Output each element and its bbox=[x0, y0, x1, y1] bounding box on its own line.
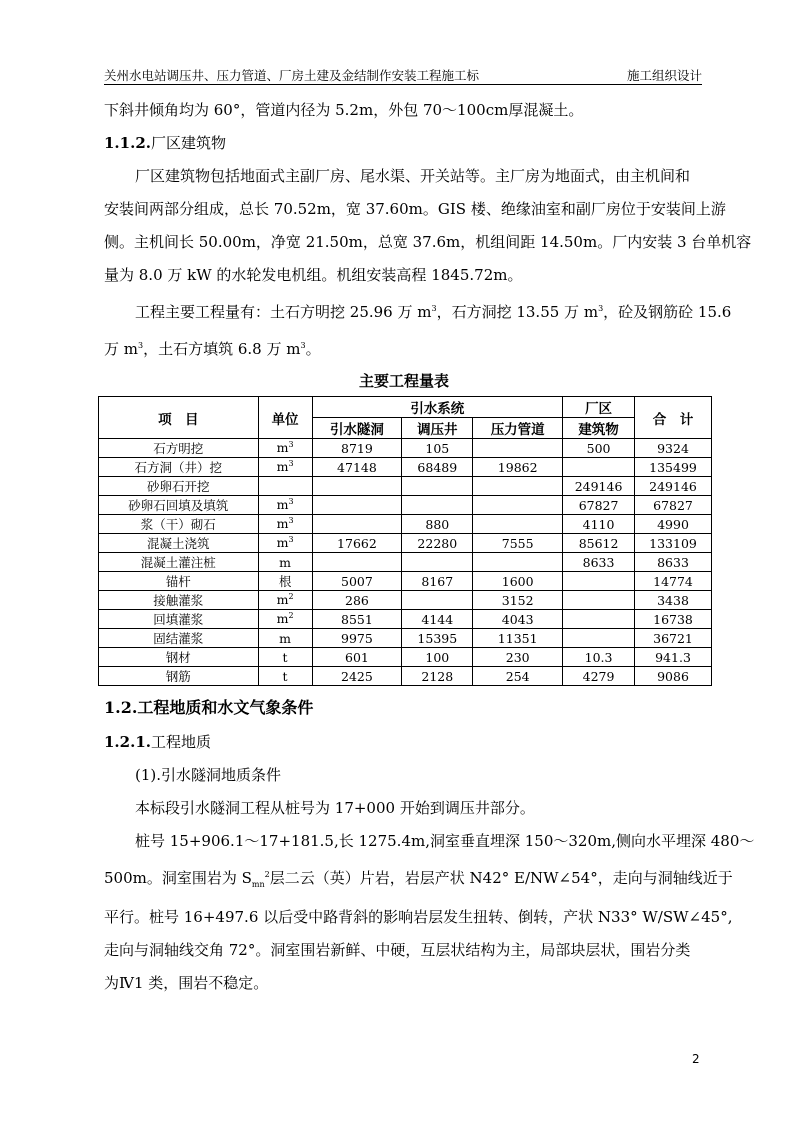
cell-text: 22280 bbox=[417, 535, 458, 551]
table-cell-item bbox=[99, 496, 259, 515]
cell-text: 8633 bbox=[582, 554, 615, 570]
table-cell-tunnel bbox=[312, 553, 402, 572]
table-cell-pipe bbox=[473, 534, 563, 553]
cell-text: m bbox=[276, 535, 289, 551]
cell-text: 10.3 bbox=[584, 649, 613, 665]
table-cell-unit bbox=[258, 477, 312, 496]
cell-text: 85612 bbox=[578, 535, 619, 551]
paragraph-line: 走向与洞轴线交角 72°。洞室围岩新鲜、中硬，互层状结构为主，局部块层状，围岩分类 bbox=[104, 941, 691, 959]
cell-text: 9975 bbox=[341, 630, 373, 646]
table-row bbox=[99, 648, 712, 667]
table-cell-surge bbox=[402, 591, 473, 610]
section-number: 1.1.2. bbox=[104, 134, 151, 152]
table-cell-pipe bbox=[473, 648, 563, 667]
cell-text: 固结灌浆 bbox=[153, 631, 204, 646]
paragraph-line: 厂区建筑物包括地面式主副厂房、尾水渠、开关站等。主厂房为地面式，由主机间和 bbox=[135, 167, 691, 185]
table-cell-pipe bbox=[473, 667, 563, 686]
cell-text: t bbox=[282, 649, 288, 665]
table-cell-item bbox=[99, 629, 259, 648]
table-cell-unit bbox=[258, 515, 312, 534]
table-cell-pipe bbox=[473, 553, 563, 572]
cell-text: 石方明挖 bbox=[153, 441, 204, 456]
header-pipe: 压力管道 bbox=[473, 418, 563, 439]
cell-text: 880 bbox=[425, 516, 450, 532]
section-heading-1-2: 1.2.工程地质和水文气象条件 bbox=[104, 698, 314, 717]
paragraph-geology-detail bbox=[104, 825, 755, 1000]
table-cell-total bbox=[635, 515, 712, 534]
header-unit: 单位 bbox=[258, 397, 312, 439]
text-run: 工程主要工程量有：土石方明挖 25.96 万 m bbox=[135, 303, 432, 321]
table-cell-plant bbox=[563, 477, 635, 496]
table-cell-plant bbox=[563, 439, 635, 458]
cell-text: 8719 bbox=[341, 440, 373, 456]
table-cell-tunnel bbox=[312, 591, 402, 610]
cell-text: 14774 bbox=[653, 573, 693, 589]
cell-text: 47148 bbox=[337, 459, 377, 475]
table-cell-surge bbox=[402, 667, 473, 686]
cell-text: 500 bbox=[586, 440, 611, 456]
table-cell-tunnel bbox=[312, 439, 402, 458]
paragraph-line bbox=[104, 858, 733, 901]
cell-text: m bbox=[276, 516, 289, 532]
table-body bbox=[99, 439, 712, 686]
section-heading-1-2-1 bbox=[104, 726, 704, 759]
table-cell-plant bbox=[563, 648, 635, 667]
table-cell-total bbox=[635, 477, 712, 496]
cell-text: 135499 bbox=[649, 459, 697, 475]
table-cell-unit bbox=[258, 553, 312, 572]
header-water-system: 引水系统 bbox=[312, 397, 563, 418]
table-cell-pipe bbox=[473, 458, 563, 477]
cell-text: 286 bbox=[345, 592, 369, 608]
cell-text: 4279 bbox=[582, 668, 615, 684]
table-cell-total bbox=[635, 534, 712, 553]
table-title: 主要工程量表 bbox=[358, 372, 449, 390]
header-project-title: 关州水电站调压井、压力管道、厂房土建及金结制作安装工程施工标 bbox=[104, 68, 480, 83]
table-row bbox=[99, 667, 712, 686]
table-cell-surge bbox=[402, 458, 473, 477]
table-cell-unit bbox=[258, 458, 312, 477]
table-cell-surge bbox=[402, 496, 473, 515]
cell-text: 1600 bbox=[501, 573, 534, 589]
cell-text: 石方洞（井）挖 bbox=[134, 460, 223, 475]
cell-text: 钢材 bbox=[165, 650, 191, 665]
table-cell-plant bbox=[563, 591, 635, 610]
table-cell-pipe bbox=[473, 496, 563, 515]
cell-text: 4144 bbox=[421, 611, 454, 627]
header-doc-type: 施工组织设计 bbox=[626, 68, 702, 83]
table-cell-item bbox=[99, 534, 259, 553]
text-run: 万 m bbox=[104, 340, 138, 358]
cell-text: 68489 bbox=[417, 459, 458, 475]
table-row bbox=[99, 572, 712, 591]
table-cell-pipe bbox=[473, 610, 563, 629]
cell-text: 36721 bbox=[653, 630, 693, 646]
header-plant-bottom: 建筑物 bbox=[563, 418, 635, 439]
paragraph-line: 安装间两部分组成，总长 70.52m，宽 37.60m。GIS 楼、绝缘油室和副厂房位于安装间上游 bbox=[104, 200, 726, 218]
subheading-tunnel-geology: (1).引水隧洞地质条件 bbox=[135, 766, 282, 784]
cell-text: 941.3 bbox=[655, 649, 691, 665]
table-cell-total bbox=[635, 439, 712, 458]
table-cell-unit bbox=[258, 591, 312, 610]
table-cell-total bbox=[635, 629, 712, 648]
cell-text: 15395 bbox=[417, 630, 458, 646]
table-cell-plant bbox=[563, 458, 635, 477]
cell-text: 8633 bbox=[657, 554, 689, 570]
text-run: 。 bbox=[305, 340, 321, 358]
table-cell-plant bbox=[563, 534, 635, 553]
paragraph-line bbox=[104, 292, 732, 329]
table-cell-surge bbox=[402, 477, 473, 496]
table-cell-item bbox=[99, 477, 259, 496]
table-cell-surge bbox=[402, 610, 473, 629]
cell-text: 9324 bbox=[657, 440, 689, 456]
cell-text: 254 bbox=[505, 668, 530, 684]
table-cell-surge bbox=[402, 553, 473, 572]
table-cell-unit bbox=[258, 629, 312, 648]
unit-superscript: 2 bbox=[288, 611, 294, 621]
cell-text: 8551 bbox=[341, 611, 373, 627]
table-cell-total bbox=[635, 648, 712, 667]
unit-superscript: 3 bbox=[288, 459, 294, 469]
table-row bbox=[99, 610, 712, 629]
cell-text: 105 bbox=[425, 440, 450, 456]
superscript: 3 bbox=[431, 304, 437, 313]
cell-text: m bbox=[276, 440, 289, 456]
table-row bbox=[99, 629, 712, 648]
cell-text: 钢筋 bbox=[165, 669, 191, 684]
table-cell-item bbox=[99, 610, 259, 629]
table-cell-plant bbox=[563, 553, 635, 572]
cell-text: 249146 bbox=[649, 478, 697, 494]
section-title: 厂区建筑物 bbox=[150, 134, 226, 152]
table-cell-total bbox=[635, 496, 712, 515]
cell-text: 砂卵石开挖 bbox=[147, 479, 210, 494]
cell-text: 11351 bbox=[497, 630, 538, 646]
paragraph-scope: 本标段引水隧洞工程从桩号为 17+000 开始到调压井部分。 bbox=[135, 799, 535, 817]
table-cell-unit bbox=[258, 534, 312, 553]
cell-text: 230 bbox=[505, 649, 530, 665]
table-cell-tunnel bbox=[312, 534, 402, 553]
table-cell-plant bbox=[563, 515, 635, 534]
cell-text: 100 bbox=[425, 649, 450, 665]
cell-text: 16738 bbox=[653, 611, 693, 627]
table-cell-item bbox=[99, 648, 259, 667]
table-cell-plant bbox=[563, 629, 635, 648]
table-cell-unit bbox=[258, 572, 312, 591]
table-cell-unit bbox=[258, 667, 312, 686]
table-cell-surge bbox=[402, 515, 473, 534]
cell-text: 3152 bbox=[501, 592, 534, 608]
table-cell-total bbox=[635, 458, 712, 477]
table-row bbox=[99, 439, 712, 458]
table-row bbox=[99, 458, 712, 477]
table-cell-total bbox=[635, 591, 712, 610]
table-cell-item bbox=[99, 572, 259, 591]
table-cell-pipe bbox=[473, 591, 563, 610]
subscript: mn bbox=[251, 880, 265, 889]
table-cell-plant bbox=[563, 610, 635, 629]
table-cell-surge bbox=[402, 572, 473, 591]
section-number: 1.2.1. bbox=[104, 733, 151, 751]
cell-text: m bbox=[276, 459, 289, 475]
paragraph-quantities bbox=[104, 292, 732, 366]
quantities-table bbox=[98, 396, 712, 686]
paragraph-pipe-angle: 下斜井倾角均为 60°，管道内径为 5.2m，外包 70～100cm厚混凝土。 bbox=[104, 101, 584, 119]
text-run: ，砼及钢筋砼 15.6 bbox=[603, 303, 732, 321]
cell-text: 67827 bbox=[578, 497, 619, 513]
paragraph-line bbox=[104, 329, 704, 366]
table-cell-tunnel bbox=[312, 610, 402, 629]
text-run: 层二云（英）片岩，岩层产状 N42° E/NW∠54°，走向与洞轴线近于 bbox=[269, 869, 733, 887]
table-cell-tunnel bbox=[312, 629, 402, 648]
table-cell-pipe bbox=[473, 439, 563, 458]
table-cell-tunnel bbox=[312, 477, 402, 496]
page-content bbox=[104, 94, 755, 1000]
table-cell-surge bbox=[402, 648, 473, 667]
cell-text: 8167 bbox=[421, 573, 454, 589]
text-run: 500m。洞室围岩为 S bbox=[104, 869, 252, 887]
unit-superscript: 3 bbox=[288, 497, 294, 507]
table-cell-unit bbox=[258, 648, 312, 667]
page-number: 2 bbox=[692, 1052, 700, 1066]
cell-text: 2425 bbox=[341, 668, 373, 684]
table-cell-unit bbox=[258, 496, 312, 515]
table-row bbox=[99, 534, 712, 553]
table-cell-surge bbox=[402, 534, 473, 553]
table-cell-item bbox=[99, 591, 259, 610]
table-row bbox=[99, 477, 712, 496]
text-run: ，石方洞挖 13.55 万 m bbox=[436, 303, 599, 321]
cell-text: 混凝土灌注桩 bbox=[140, 555, 216, 570]
table-cell-tunnel bbox=[312, 496, 402, 515]
table-cell-unit bbox=[258, 610, 312, 629]
cell-text: 5007 bbox=[341, 573, 373, 589]
header-surge: 调压井 bbox=[402, 418, 473, 439]
cell-text: m bbox=[279, 554, 291, 570]
table-cell-unit bbox=[258, 439, 312, 458]
header-item: 项 目 bbox=[99, 397, 259, 439]
table-cell-tunnel bbox=[312, 458, 402, 477]
cell-text: 4043 bbox=[501, 611, 534, 627]
cell-text: t bbox=[282, 668, 288, 684]
table-cell-plant bbox=[563, 572, 635, 591]
table-cell-total bbox=[635, 610, 712, 629]
unit-superscript: 2 bbox=[288, 592, 294, 602]
paragraph-line: 为Ⅳ1 类，围岩不稳定。 bbox=[104, 974, 269, 992]
paragraph-line: 平行。桩号 16+497.6 以后受中路背斜的影响岩层发生扭转、倒转，产状 N33° W/SW∠45°, bbox=[104, 908, 733, 926]
cell-text: m bbox=[276, 497, 289, 513]
text-run: ，土石方填筑 6.8 万 m bbox=[143, 340, 301, 358]
table-row bbox=[99, 496, 712, 515]
superscript: 2 bbox=[264, 870, 270, 879]
cell-text: 回填灌浆 bbox=[153, 612, 204, 627]
table-cell-surge bbox=[402, 439, 473, 458]
table-cell-total bbox=[635, 553, 712, 572]
table-cell-item bbox=[99, 553, 259, 572]
cell-text: m bbox=[276, 611, 289, 627]
cell-text: 17662 bbox=[337, 535, 377, 551]
table-cell-plant bbox=[563, 496, 635, 515]
table-cell-tunnel bbox=[312, 572, 402, 591]
unit-superscript: 3 bbox=[288, 535, 294, 545]
superscript: 3 bbox=[598, 304, 604, 313]
table-cell-tunnel bbox=[312, 648, 402, 667]
cell-text: 9086 bbox=[657, 668, 689, 684]
header-plant-top: 厂区 bbox=[563, 397, 635, 418]
cell-text: 19862 bbox=[497, 459, 538, 475]
table-cell-item bbox=[99, 667, 259, 686]
table-cell-total bbox=[635, 667, 712, 686]
cell-text: 2128 bbox=[421, 668, 454, 684]
table-cell-item bbox=[99, 515, 259, 534]
unit-superscript: 3 bbox=[288, 516, 294, 526]
cell-text: m bbox=[276, 592, 289, 608]
cell-text: 4990 bbox=[657, 516, 689, 532]
cell-text: 根 bbox=[278, 574, 292, 589]
table-cell-total bbox=[635, 572, 712, 591]
cell-text: 锚杆 bbox=[165, 574, 191, 589]
cell-text: 浆（干）砌石 bbox=[140, 517, 216, 532]
paragraph-line: 侧。主机间长 50.00m，净宽 21.50m，总宽 37.6m，机组间距 14.50m。厂内安装 3 台单机容 bbox=[104, 233, 752, 251]
section-heading-1-1-2 bbox=[104, 127, 704, 160]
cell-text: 4110 bbox=[582, 516, 615, 532]
table-cell-item bbox=[99, 439, 259, 458]
header-total: 合 计 bbox=[635, 397, 712, 439]
cell-text: 7555 bbox=[501, 535, 534, 551]
table-cell-pipe bbox=[473, 572, 563, 591]
cell-text: 601 bbox=[345, 649, 369, 665]
paragraph-line: 量为 8.0 万 kW 的水轮发电机组。机组安装高程 1845.72m。 bbox=[104, 266, 523, 284]
cell-text: m bbox=[279, 630, 291, 646]
table-cell-surge bbox=[402, 629, 473, 648]
cell-text: 67827 bbox=[653, 497, 693, 513]
table-cell-pipe bbox=[473, 629, 563, 648]
table-row bbox=[99, 515, 712, 534]
table-cell-tunnel bbox=[312, 515, 402, 534]
paragraph-plant-buildings bbox=[104, 160, 752, 292]
section-title: 工程地质 bbox=[150, 733, 211, 751]
table-cell-item bbox=[99, 458, 259, 477]
cell-text: 249146 bbox=[574, 478, 623, 494]
table-row bbox=[99, 553, 712, 572]
header-tunnel: 引水隧洞 bbox=[312, 418, 402, 439]
cell-text: 133109 bbox=[649, 535, 697, 551]
cell-text: 混凝土浇筑 bbox=[147, 536, 210, 551]
table-cell-tunnel bbox=[312, 667, 402, 686]
page-header bbox=[104, 64, 702, 85]
cell-text: 接触灌浆 bbox=[153, 593, 204, 608]
paragraph-line: 桩号 15+906.1～17+181.5,长 1275.4m,洞室垂直埋深 150～320m,侧向水平埋深 480～ bbox=[135, 832, 755, 850]
superscript: 3 bbox=[138, 341, 144, 350]
superscript: 3 bbox=[300, 341, 306, 350]
cell-text: 3438 bbox=[657, 592, 689, 608]
unit-superscript: 3 bbox=[288, 440, 294, 450]
table-row bbox=[99, 591, 712, 610]
table-cell-plant bbox=[563, 667, 635, 686]
table-cell-pipe bbox=[473, 477, 563, 496]
cell-text: 砂卵石回填及填筑 bbox=[128, 498, 229, 513]
table-cell-pipe bbox=[473, 515, 563, 534]
